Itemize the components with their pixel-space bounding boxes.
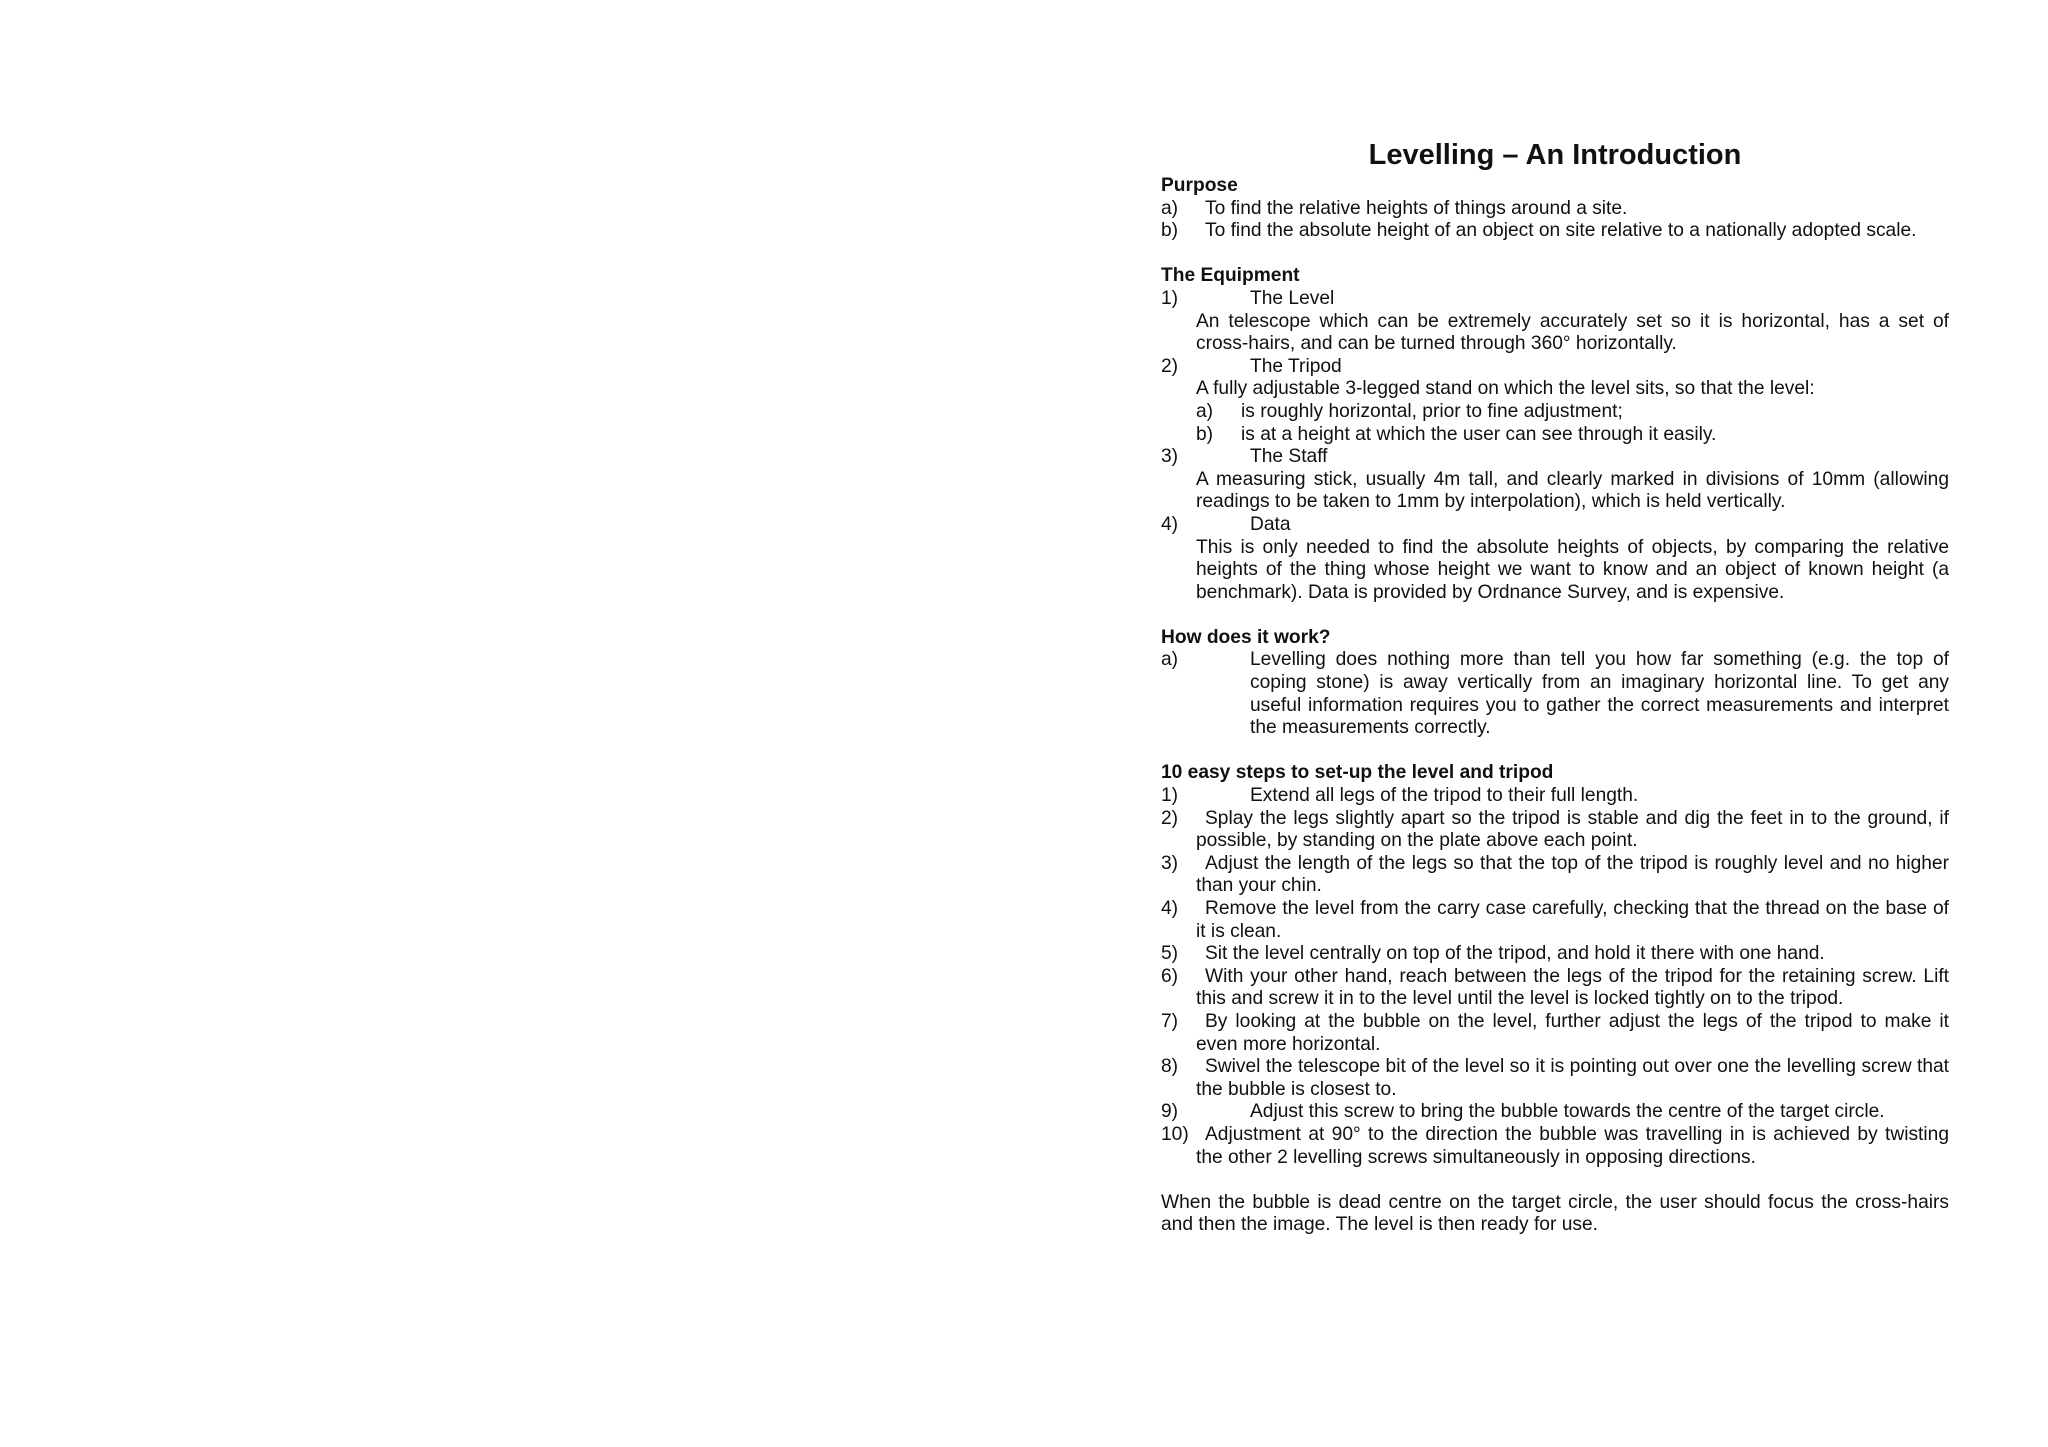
equipment-item-label: 2) — [1161, 355, 1179, 377]
equipment-item-name: Data — [1250, 513, 1291, 535]
step-text: Adjust the length of the legs so that the top of the tripod is roughly level and no higher than your chin. — [1196, 852, 1949, 897]
equipment-item-description: An telescope which can be extremely accurately set so it is horizontal, has a set of cross-hairs, and can be turned through 360° horizontally. — [1196, 310, 1949, 355]
equipment-sub-item — [1161, 401, 1949, 424]
equipment-sub-item-text: is at a height at which the user can see through it easily. — [1241, 423, 1717, 445]
step-item — [1161, 785, 1949, 808]
spacer — [1161, 604, 1949, 627]
equipment-item-description: A fully adjustable 3-legged stand on which the level sits, so that the level: — [1196, 378, 1815, 400]
step-item — [1161, 898, 1949, 943]
equipment-item-label: 4) — [1161, 513, 1179, 535]
equipment-item-heading — [1161, 356, 1949, 379]
step-item — [1161, 1101, 1949, 1124]
step-label: 7) — [1161, 1010, 1179, 1032]
equipment-item-name: The Tripod — [1250, 355, 1342, 377]
document-body — [1161, 138, 1949, 1237]
step-item — [1161, 943, 1949, 966]
equipment-item-heading — [1161, 514, 1949, 537]
equipment-heading: The Equipment — [1161, 265, 1300, 287]
equipment-sub-item-text: is roughly horizontal, prior to fine adjustment; — [1241, 400, 1623, 422]
purpose-section — [1161, 175, 1949, 243]
step-item — [1161, 808, 1949, 853]
step-label: 1) — [1161, 785, 1179, 807]
purpose-heading: Purpose — [1161, 175, 1238, 196]
equipment-item-label: 1) — [1161, 287, 1179, 309]
purpose-item — [1161, 220, 1949, 243]
purpose-item-text: To find the absolute height of an object on site relative to a nationally adopted scale. — [1205, 220, 1917, 242]
equipment-sub-item — [1161, 424, 1949, 447]
step-label: 5) — [1161, 943, 1179, 965]
equipment-item-name: The Level — [1250, 287, 1335, 309]
step-text: Splay the legs slightly apart so the tripod is stable and dig the feet in to the ground, if possible, by standing on the plate above each point. — [1196, 807, 1949, 852]
step-label: 9) — [1161, 1101, 1179, 1123]
purpose-item-text: To find the relative heights of things around a site. — [1205, 197, 1628, 219]
spacer — [1161, 1169, 1949, 1192]
equipment-sub-item-label: a) — [1196, 400, 1214, 422]
step-label: 2) — [1161, 807, 1179, 829]
equipment-item-heading — [1161, 446, 1949, 469]
how-item-label: a) — [1161, 649, 1179, 671]
equipment-item-description: A measuring stick, usually 4m tall, and clearly marked in divisions of 10mm (allowing readings to be taken to 1mm by interpolation), which is held vertically. — [1196, 468, 1949, 513]
step-label: 6) — [1161, 965, 1179, 987]
step-item — [1161, 853, 1949, 898]
equipment-item-name: The Staff — [1250, 446, 1328, 468]
purpose-item-label: b) — [1161, 220, 1179, 242]
spacer — [1161, 243, 1949, 266]
step-label: 8) — [1161, 1056, 1179, 1078]
step-item — [1161, 1011, 1949, 1056]
step-text: Remove the level from the carry case carefully, checking that the thread on the base of it is clean. — [1196, 898, 1949, 942]
step-item — [1161, 1056, 1949, 1101]
how-heading: How does it work? — [1161, 626, 1331, 648]
how-item-text: Levelling does nothing more than tell you how far something (e.g. the top of coping stone) is away vertically from an imaginary horizontal line. To get any useful information requires you to gather the correct measurements and interpret the measurements correctly. — [1250, 649, 1949, 739]
step-text: Extend all legs of the tripod to their full length. — [1250, 785, 1639, 807]
page-title: Levelling – An Introduction — [1368, 139, 1742, 171]
closing-paragraph: When the bubble is dead centre on the target circle, the user should focus the cross-hairs and then the image. The level is then ready for use. — [1161, 1191, 1949, 1236]
step-label: 3) — [1161, 852, 1179, 874]
step-item — [1161, 966, 1949, 1011]
equipment-item-heading — [1161, 288, 1949, 311]
purpose-item — [1161, 198, 1949, 221]
equipment-item-description: This is only needed to find the absolute heights of objects, by comparing the relative heights of the thing whose height we want to know and an object of known height (a benchmark). Data is provided by Ordnance Survey, and is expensive. — [1196, 536, 1949, 603]
how-section — [1161, 627, 1949, 740]
equipment-section — [1161, 265, 1949, 604]
step-item — [1161, 1124, 1949, 1169]
step-text: Swivel the telescope bit of the level so it is pointing out over one the levelling screw that the bubble is closest to. — [1196, 1056, 1949, 1100]
spacer — [1161, 740, 1949, 763]
step-label: 4) — [1161, 898, 1179, 919]
step-text: Sit the level centrally on top of the tripod, and hold it there with one hand. — [1205, 943, 1825, 965]
step-text: With your other hand, reach between the legs of the tripod for the retaining screw. Lift this and screw it in to the level until the level is locked tightly on to the tripod. — [1196, 965, 1949, 1010]
equipment-sub-item-label: b) — [1196, 423, 1214, 445]
steps-heading: 10 easy steps to set-up the level and tripod — [1161, 762, 1554, 784]
step-text: Adjustment at 90° to the direction the bubble was travelling in is achieved by twisting the other 2 levelling screws simultaneously in opposing directions. — [1196, 1123, 1949, 1168]
equipment-item-label: 3) — [1161, 446, 1179, 468]
steps-section — [1161, 762, 1949, 1169]
purpose-item-label: a) — [1161, 197, 1179, 219]
step-text: By looking at the bubble on the level, further adjust the legs of the tripod to make it even more horizontal. — [1196, 1010, 1949, 1055]
step-text: Adjust this screw to bring the bubble towards the centre of the target circle. — [1250, 1101, 1885, 1123]
step-label: 10) — [1161, 1123, 1189, 1145]
how-item — [1161, 649, 1949, 739]
